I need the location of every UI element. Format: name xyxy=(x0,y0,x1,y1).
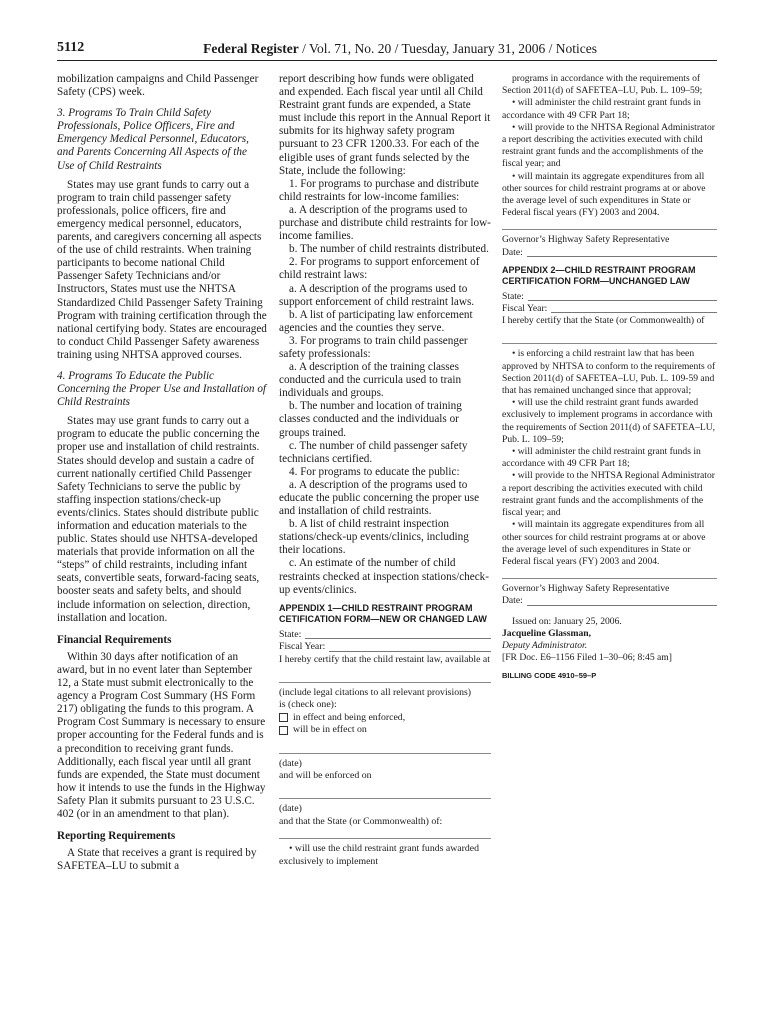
header-rule xyxy=(57,60,717,61)
paragraph: mobilization campaigns and Child Passenger Safety (CPS) week. xyxy=(57,73,259,99)
citation-note: (include legal citations to all relevant provisions) xyxy=(279,686,472,698)
paragraph: Within 30 days after notification of an award, but in no event later than September 12, a State must submit electronically to the agency a Program Cost Summary (HS Form 217) obligating the funds to this program. A Program Cost Summary is necessary to ensure proper accounting for the Federal funds and is a precondition to receiving grant funds. Additionally, each fiscal year until all grant funds are expended, the State must document how it intends to use the funds in the Highway Safety Plan it submits pursuant to 23 U.S.C. 402 (or in an amendment to that plan). xyxy=(57,650,266,820)
blank-line xyxy=(279,737,491,754)
list-item: c. The number of child passenger safety technicians certified. xyxy=(279,439,468,465)
financial-requirements-heading: Financial Requirements xyxy=(57,633,172,646)
state-field: State: xyxy=(502,291,717,303)
list-item: b. The number and location of training classes conducted and the individuals or groups trained. xyxy=(279,400,462,439)
date-field: Date: xyxy=(502,247,717,259)
date-caption: (date) xyxy=(279,757,302,769)
governor-representative-label: Governor’s Highway Safety Representative xyxy=(502,583,670,595)
list-item: 4. For programs to educate the public: xyxy=(289,465,460,478)
checkbox-option-in-effect: in effect and being enforced, xyxy=(279,712,491,724)
section-heading: 4. Programs To Educate the Public Concerning the Proper Use and Installation of Child Restraints xyxy=(57,369,267,409)
paragraph: report describing how funds were obligated and expended. Each fiscal year until all Child Restraint grant funds are expended, a State must include this report in the Annual Report it submits for its highway safety program pursuant to 23 CFR 1200.33. For each of the eligible uses of grant funds selected by the State, include the following: xyxy=(279,73,491,177)
certify-text: I hereby certify that the State (or Commonwealth) of xyxy=(502,315,705,327)
running-header xyxy=(57,40,717,60)
list-item: a. A description of the programs used to support enforcement of child restraint laws. xyxy=(279,282,475,308)
bullet-item: • will maintain its aggregate expenditures from all other sources for child restraint programs at or above the average level of such expenditures in State or Federal fiscal years (FY) 2003 and 2004. xyxy=(502,170,706,219)
paragraph: States may use grant funds to carry out a program to educate the public concerning the proper use and installation of child restraints. States should develop and sustain a cadre of current nationally certified Child Passenger Safety Technicians to serve the public by staffing inspection stations/check-up events/clinics. States should distribute public information and education materials to the public. States should use NHTSA-developed materials that provide information on all the “steps” of child restraints, including infant seats, convertible seats, forward-facing seats, booster seats and safety belts, and should include information on selection, direction, installation and location. xyxy=(57,415,260,624)
enforced-on-text: and will be enforced on xyxy=(279,770,372,781)
checkbox-icon xyxy=(279,726,288,735)
issue-details: / Vol. 71, No. 20 / Tuesday, January 31, 2006 / Notices xyxy=(298,41,597,56)
bullet-item: • will administer the child restraint grant funds in accordance with 49 CFR Part 18; xyxy=(502,97,701,121)
fiscal-year-field: Fiscal Year: xyxy=(279,641,491,653)
bullet-item: • will provide to the NHTSA Regional Administrator a report describing the activities executed with child restraint grant funds and the accomplishments of the fiscal year; and xyxy=(502,470,715,519)
appendix-1-title: APPENDIX 1—CHILD RESTRAINT PROGRAM CETIFICATION FORM—NEW OR CHANGED LAW xyxy=(279,602,487,624)
list-item: 2. For programs to support enforcement of child restraint laws: xyxy=(279,256,480,282)
signer-title: Deputy Administrator. xyxy=(502,639,588,651)
signature-line xyxy=(502,568,717,579)
list-item: a. A description of the programs used to purchase and distribute child restraints for low-income families. xyxy=(279,203,491,243)
bullet-item: • will administer the child restraint grant funds in accordance with 49 CFR Part 18; xyxy=(502,446,701,470)
date-field: Date: xyxy=(502,595,717,607)
fr-doc-line: [FR Doc. E6–1156 Filed 1–30–06; 8:45 am] xyxy=(502,652,672,664)
column-3 xyxy=(502,73,717,683)
paragraph: A State that receives a grant is required by SAFETEA–LU to submit a xyxy=(57,847,257,873)
certify-text: I hereby certify that the child restaint law, available at xyxy=(279,653,490,665)
appendix-2-title: APPENDIX 2—CHILD RESTRAINT PROGRAM CERTIFICATION FORM—UNCHANGED LAW xyxy=(502,264,696,286)
check-one-text: is (check one): xyxy=(279,699,337,711)
reporting-requirements-heading: Reporting Requirements xyxy=(57,830,176,843)
page-number: 5112 xyxy=(57,40,85,55)
header-title xyxy=(203,41,597,57)
blank-line xyxy=(502,327,717,344)
section-heading: 3. Programs To Train Child Safety Professionals, Police Officers, Fire and Emergency Medical Personnel, Educators, and Parents Concerning All Aspects of the Use of Child Restraints xyxy=(57,107,249,172)
state-of-text: and that the State (or Commonwealth) of: xyxy=(279,815,443,827)
publication-name: Federal Register xyxy=(203,41,299,56)
list-item: c. An estimate of the number of child restraints checked at inspection stations/check-up events/clinics. xyxy=(279,557,490,596)
blank-line xyxy=(279,666,491,683)
column-2 xyxy=(279,73,491,868)
list-item: b. A list of child restraint inspection stations/check-up events/clinics, including their locations. xyxy=(279,518,469,557)
list-item: 1. For programs to purchase and distribute child restraints for low-income families: xyxy=(279,177,479,203)
checkbox-option-will-be-in-effect: will be in effect on xyxy=(279,724,491,736)
checkbox-icon xyxy=(279,713,288,722)
fiscal-year-field: Fiscal Year: xyxy=(502,303,717,315)
bullet-item: • is enforcing a child restraint law that has been approved by NHTSA to conform to the requirements of Section 2011(d) of SAFETEA–LU, Pub. L. 109-59 and that has remained unchanged since that approval; xyxy=(502,348,716,397)
bullet-item: • will maintain its aggregate expenditures from all other sources for child restraint programs at or above the average level of such expenditures in State or Federal fiscal years (FY) 2003 and 2004. xyxy=(502,519,706,567)
list-item: 3. For programs to train child passenger safety professionals: xyxy=(279,334,468,360)
list-item: b. A list of participating law enforcement agencies and the counties they serve. xyxy=(279,308,473,334)
list-item: b. The number of child restraints distributed. xyxy=(289,243,489,256)
column-1 xyxy=(57,73,267,873)
governor-representative-label: Governor’s Highway Safety Representative xyxy=(502,234,670,246)
bullet-item: • will use the child restraint grant funds awarded exclusively to implement xyxy=(279,843,480,867)
bullet-item: • will use the child restraint grant funds awarded exclusively to implement programs in accordance with the requirements of Section 2011(d) of SAFETEA–LU, Pub. L. 109–59; xyxy=(502,397,716,445)
signer-name: Jacqueline Glassman, xyxy=(502,627,592,639)
billing-code: BILLING CODE 4910–59–P xyxy=(502,671,597,681)
blank-line xyxy=(279,828,491,839)
bullet-continuation: programs in accordance with the requirements of Section 2011(d) of SAFETEA–LU, Pub. L. 109–59; xyxy=(502,73,703,97)
signature-line xyxy=(502,219,717,230)
state-field: State: xyxy=(279,629,491,641)
bullet-item: • will provide to the NHTSA Regional Administrator a report describing the activities executed with child restraint grant funds and the accomplishments of the fiscal year; and xyxy=(502,121,715,170)
issued-date: Issued on: January 25, 2006. xyxy=(512,615,622,627)
date-caption: (date) xyxy=(279,803,302,815)
blank-line xyxy=(279,782,491,799)
paragraph: States may use grant funds to carry out a program to train child passenger safety professionals, police officers, fire and emergency medical personnel, educators, parents, and caregivers concerning all aspects of the use of child restraints. When training participants to become national Child Passenger Safety Technicians and/or Instructors, States must use the NHTSA Standardized Child Passenger Safety Training Program with training certification through the national certifying body. States are encouraged to conduct Child Passenger Safety awareness training using NHTSA approved courses. xyxy=(57,178,267,361)
list-item: a. A description of the training classes conducted and the curricula used to train individuals and groups. xyxy=(279,361,462,400)
list-item: a. A description of the programs used to educate the public concerning the proper use and installation of child restraints. xyxy=(279,478,480,518)
